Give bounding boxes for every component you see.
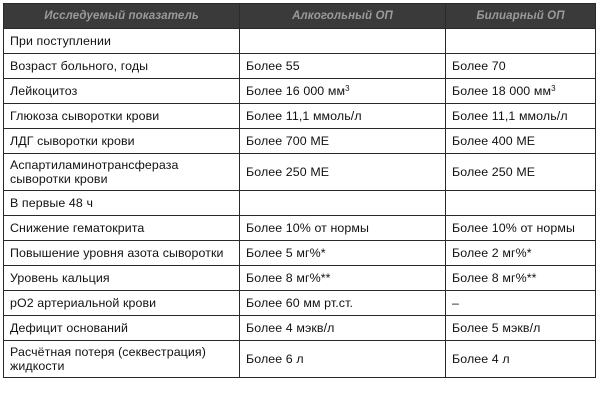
header-biliary: Билиарный ОП bbox=[446, 4, 596, 29]
row-label: Уровень кальция bbox=[4, 266, 240, 291]
cell-text: Более 70 bbox=[452, 59, 506, 73]
biliary-value bbox=[446, 266, 596, 291]
cell-text: Более 10% от нормы bbox=[246, 221, 370, 235]
cell-text: Более 250 МЕ bbox=[246, 165, 330, 179]
table-row bbox=[4, 191, 596, 216]
biliary-value bbox=[446, 241, 596, 266]
table-body bbox=[4, 29, 596, 378]
alcoholic-value bbox=[240, 54, 446, 79]
header-alcoholic: Алкогольный ОП bbox=[240, 4, 446, 29]
cell-text: Более 250 МЕ bbox=[452, 165, 536, 179]
row-label: В первые 48 ч bbox=[4, 191, 240, 216]
cell-text: Более 55 bbox=[246, 59, 300, 73]
cell-text: Более 8 мг%** bbox=[452, 271, 537, 285]
unit-superscript: 3 bbox=[551, 84, 556, 93]
cell-text: Более 60 мм рт.ст. bbox=[246, 296, 354, 310]
biliary-value bbox=[446, 129, 596, 154]
table-row bbox=[4, 266, 596, 291]
cell-text: Более 11,1 ммоль/л bbox=[246, 109, 362, 123]
biliary-value bbox=[446, 29, 596, 54]
biliary-value bbox=[446, 54, 596, 79]
biliary-value bbox=[446, 216, 596, 241]
cell-text: Более 11,1 ммоль/л bbox=[452, 109, 568, 123]
row-label: При поступлении bbox=[4, 29, 240, 54]
alcoholic-value bbox=[240, 266, 446, 291]
cell-text: Более 5 мэкв/л bbox=[452, 321, 541, 335]
table-row bbox=[4, 79, 596, 104]
table-row bbox=[4, 154, 596, 191]
cell-text: – bbox=[452, 296, 459, 310]
alcoholic-value bbox=[240, 191, 446, 216]
document-page bbox=[3, 3, 595, 407]
biliary-value bbox=[446, 191, 596, 216]
table-row bbox=[4, 29, 596, 54]
biliary-value bbox=[446, 154, 596, 191]
alcoholic-value bbox=[240, 341, 446, 378]
alcoholic-value bbox=[240, 29, 446, 54]
cell-text: Более 5 мг%* bbox=[246, 246, 326, 260]
table-row bbox=[4, 54, 596, 79]
alcoholic-value bbox=[240, 291, 446, 316]
biliary-value bbox=[446, 104, 596, 129]
biliary-value bbox=[446, 79, 596, 104]
cell-text: Более 10% от нормы bbox=[452, 221, 576, 235]
biliary-value bbox=[446, 291, 596, 316]
alcoholic-value bbox=[240, 79, 446, 104]
unit-superscript: 3 bbox=[345, 84, 350, 93]
cell-text: Более 400 МЕ bbox=[452, 134, 536, 148]
alcoholic-value bbox=[240, 316, 446, 341]
criteria-table bbox=[3, 3, 596, 378]
alcoholic-value bbox=[240, 154, 446, 191]
cell-text: Более 8 мг%** bbox=[246, 271, 331, 285]
alcoholic-value bbox=[240, 129, 446, 154]
biliary-value bbox=[446, 341, 596, 378]
table-row bbox=[4, 104, 596, 129]
row-label: Дефицит оснований bbox=[4, 316, 240, 341]
row-label: Глюкоза сыворотки крови bbox=[4, 104, 240, 129]
row-label: ЛДГ сыворотки крови bbox=[4, 129, 240, 154]
header-indicator: Исследуемый показатель bbox=[4, 4, 240, 29]
row-label: рО2 артериальной крови bbox=[4, 291, 240, 316]
row-label: Лейкоцитоз bbox=[4, 79, 240, 104]
cell-text: Более 2 мг%* bbox=[452, 246, 532, 260]
table-row bbox=[4, 316, 596, 341]
cell-text: Более 16 000 мм bbox=[246, 84, 346, 98]
alcoholic-value bbox=[240, 104, 446, 129]
table-row bbox=[4, 241, 596, 266]
cell-text: Более 700 МЕ bbox=[246, 134, 330, 148]
row-label: Расчётная потеря (секвестрация) жидкости bbox=[4, 341, 240, 378]
table-row bbox=[4, 291, 596, 316]
row-label: Аспартиламинотрансфераза сыворотки крови bbox=[4, 154, 240, 191]
alcoholic-value bbox=[240, 216, 446, 241]
table-row bbox=[4, 216, 596, 241]
table-row bbox=[4, 341, 596, 378]
row-label: Возраст больного, годы bbox=[4, 54, 240, 79]
cell-text: Более 4 мэкв/л bbox=[246, 321, 335, 335]
table-row bbox=[4, 129, 596, 154]
cell-text: Более 4 л bbox=[452, 352, 510, 366]
cell-text: Более 18 000 мм bbox=[452, 84, 552, 98]
cell-text: Более 6 л bbox=[246, 352, 304, 366]
row-label: Повышение уровня азота сыворотки bbox=[4, 241, 240, 266]
alcoholic-value bbox=[240, 241, 446, 266]
row-label: Снижение гематокрита bbox=[4, 216, 240, 241]
biliary-value bbox=[446, 316, 596, 341]
table-header-row bbox=[4, 4, 596, 29]
